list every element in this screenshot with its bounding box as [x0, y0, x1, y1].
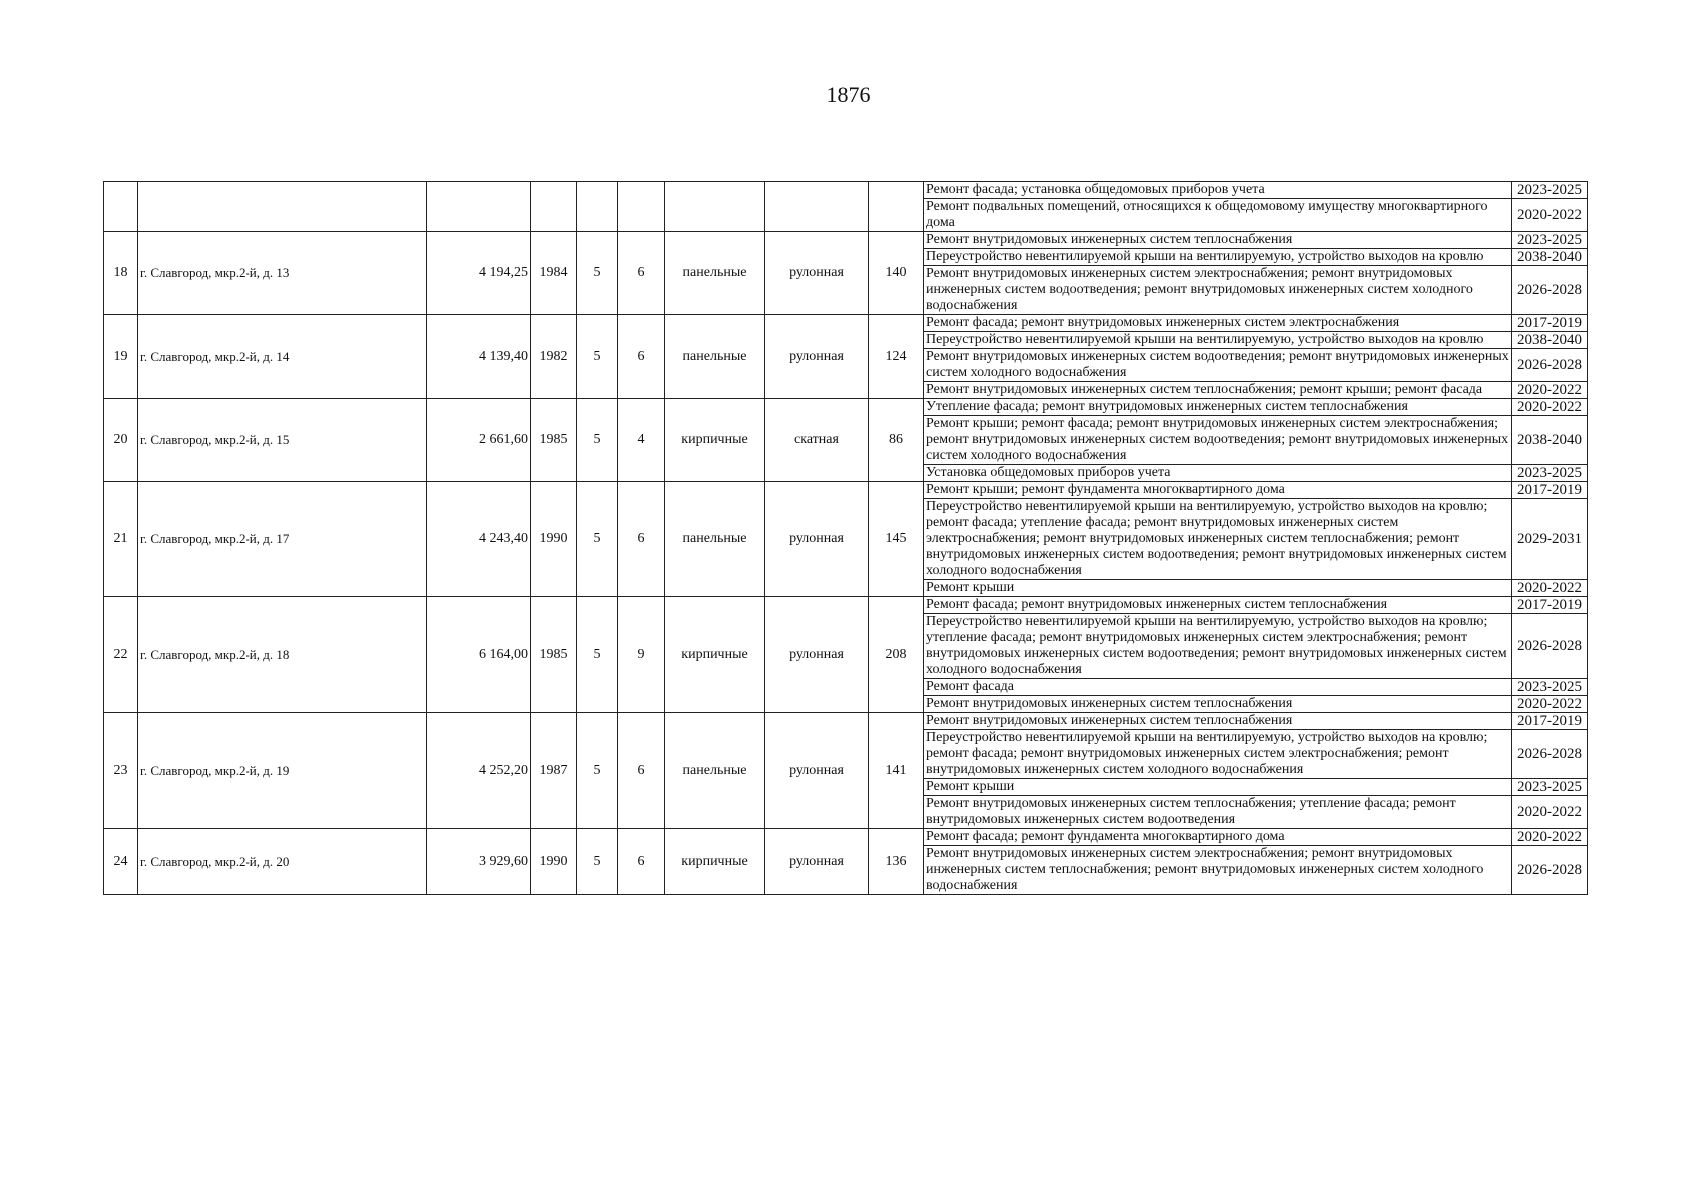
work-period: 2026-2028 [1512, 846, 1588, 895]
building-year: 1985 [531, 597, 577, 713]
building-year: 1985 [531, 399, 577, 482]
work-period: 2017-2019 [1512, 315, 1588, 332]
building-number: 21 [104, 482, 138, 597]
building-number: 20 [104, 399, 138, 482]
residents-count: 208 [869, 597, 924, 713]
work-description: Ремонт крыши [924, 580, 1512, 597]
work-description: Переустройство невентилируемой крыши на вентилируемую, устройство выходов на кровлю [924, 249, 1512, 266]
work-description: Ремонт внутридомовых инженерных систем теплоснабжения [924, 232, 1512, 249]
work-description: Ремонт внутридомовых инженерных систем электроснабжения; ремонт внутридомовых инженерных систем теплоснабжения; ремонт внутридомовых инженерных систем холодного водоснабжения [924, 846, 1512, 895]
building-entrances: 4 [618, 399, 665, 482]
roof-type: рулонная [765, 597, 869, 713]
table-row [104, 713, 1588, 730]
building-floors: 5 [577, 829, 618, 895]
building-area: 2 661,60 [427, 399, 531, 482]
roof-type: скатная [765, 399, 869, 482]
roof-type: рулонная [765, 482, 869, 597]
building-year: 1990 [531, 482, 577, 597]
work-description: Переустройство невентилируемой крыши на вентилируемую, устройство выходов на кровлю [924, 332, 1512, 349]
work-description: Установка общедомовых приборов учета [924, 465, 1512, 482]
building-number: 23 [104, 713, 138, 829]
building-entrances: 6 [618, 482, 665, 597]
building-year: 1984 [531, 232, 577, 315]
building-floors: 5 [577, 597, 618, 713]
work-period: 2023-2025 [1512, 182, 1588, 199]
empty-cell [531, 182, 577, 232]
table-row [104, 399, 1588, 416]
work-period: 2020-2022 [1512, 829, 1588, 846]
work-description: Ремонт крыши; ремонт фасада; ремонт внутридомовых инженерных систем электроснабжения; ремонт внутридомовых инженерных систем водоотведения; ремонт внутридомовых инженерных систем холодного водоснабжения [924, 416, 1512, 465]
building-year: 1987 [531, 713, 577, 829]
work-period: 2023-2025 [1512, 232, 1588, 249]
table-row [104, 482, 1588, 499]
residents-count: 140 [869, 232, 924, 315]
building-floors: 5 [577, 315, 618, 399]
work-description: Утепление фасада; ремонт внутридомовых инженерных систем теплоснабжения [924, 399, 1512, 416]
building-floors: 5 [577, 399, 618, 482]
residents-count: 136 [869, 829, 924, 895]
work-description: Ремонт фасада; установка общедомовых приборов учета [924, 182, 1512, 199]
residents-count: 145 [869, 482, 924, 597]
building-address: г. Славгород, мкр.2-й, д. 15 [138, 399, 427, 482]
table-row [104, 597, 1588, 614]
building-area: 4 243,40 [427, 482, 531, 597]
work-period: 2020-2022 [1512, 696, 1588, 713]
work-period: 2023-2025 [1512, 779, 1588, 796]
building-address: г. Славгород, мкр.2-й, д. 18 [138, 597, 427, 713]
work-period: 2026-2028 [1512, 614, 1588, 679]
wall-material: панельные [665, 713, 765, 829]
work-description: Ремонт внутридомовых инженерных систем водоотведения; ремонт внутридомовых инженерных систем холодного водоснабжения [924, 349, 1512, 382]
building-address: г. Славгород, мкр.2-й, д. 17 [138, 482, 427, 597]
building-year: 1990 [531, 829, 577, 895]
work-description: Ремонт фасада; ремонт фундамента многоквартирного дома [924, 829, 1512, 846]
work-period: 2038-2040 [1512, 332, 1588, 349]
building-entrances: 6 [618, 829, 665, 895]
work-description: Ремонт внутридомовых инженерных систем теплоснабжения [924, 713, 1512, 730]
work-period: 2017-2019 [1512, 482, 1588, 499]
work-description: Ремонт подвальных помещений, относящихся к общедомовому имуществу многоквартирного дома [924, 199, 1512, 232]
table-row [104, 315, 1588, 332]
building-address: г. Славгород, мкр.2-й, д. 20 [138, 829, 427, 895]
building-address: г. Славгород, мкр.2-й, д. 13 [138, 232, 427, 315]
building-entrances: 6 [618, 232, 665, 315]
building-area: 4 194,25 [427, 232, 531, 315]
roof-type: рулонная [765, 232, 869, 315]
repair-schedule-table [103, 181, 1588, 895]
building-year: 1982 [531, 315, 577, 399]
work-period: 2026-2028 [1512, 266, 1588, 315]
building-address: г. Славгород, мкр.2-й, д. 19 [138, 713, 427, 829]
work-period: 2020-2022 [1512, 199, 1588, 232]
page-number: 1876 [826, 82, 871, 107]
work-period: 2026-2028 [1512, 730, 1588, 779]
work-description: Ремонт фасада; ремонт внутридомовых инженерных систем электроснабжения [924, 315, 1512, 332]
empty-cell [138, 182, 427, 232]
work-period: 2038-2040 [1512, 249, 1588, 266]
work-period: 2020-2022 [1512, 399, 1588, 416]
building-area: 4 252,20 [427, 713, 531, 829]
work-period: 2017-2019 [1512, 713, 1588, 730]
work-description: Переустройство невентилируемой крыши на вентилируемую, устройство выходов на кровлю; утепление фасада; ремонт внутридомовых инженерных систем электроснабжения; ремонт внутридомовых инженерных систем водоотведения; ремонт внутридомовых инженерных систем холодного водоснабжения [924, 614, 1512, 679]
wall-material: кирпичные [665, 399, 765, 482]
wall-material: панельные [665, 315, 765, 399]
empty-cell [104, 182, 138, 232]
wall-material: кирпичные [665, 597, 765, 713]
work-description: Ремонт крыши [924, 779, 1512, 796]
work-period: 2017-2019 [1512, 597, 1588, 614]
empty-cell [665, 182, 765, 232]
building-area: 3 929,60 [427, 829, 531, 895]
work-description: Ремонт фасада; ремонт внутридомовых инженерных систем теплоснабжения [924, 597, 1512, 614]
work-period: 2023-2025 [1512, 679, 1588, 696]
residents-count: 124 [869, 315, 924, 399]
work-description: Ремонт внутридомовых инженерных систем теплоснабжения; утепление фасада; ремонт внутридомовых инженерных систем водоотведения [924, 796, 1512, 829]
building-entrances: 6 [618, 315, 665, 399]
residents-count: 141 [869, 713, 924, 829]
work-description: Ремонт внутридомовых инженерных систем электроснабжения; ремонт внутридомовых инженерных систем водоотведения; ремонт внутридомовых инженерных систем холодного водоснабжения [924, 266, 1512, 315]
work-description: Ремонт внутридомовых инженерных систем теплоснабжения; ремонт крыши; ремонт фасада [924, 382, 1512, 399]
building-address: г. Славгород, мкр.2-й, д. 14 [138, 315, 427, 399]
building-number: 22 [104, 597, 138, 713]
work-period: 2029-2031 [1512, 499, 1588, 580]
residents-count: 86 [869, 399, 924, 482]
wall-material: панельные [665, 482, 765, 597]
building-number: 18 [104, 232, 138, 315]
building-number: 24 [104, 829, 138, 895]
building-number: 19 [104, 315, 138, 399]
building-floors: 5 [577, 713, 618, 829]
table-row [104, 232, 1588, 249]
work-description: Ремонт крыши; ремонт фундамента многоквартирного дома [924, 482, 1512, 499]
empty-cell [577, 182, 618, 232]
building-area: 4 139,40 [427, 315, 531, 399]
work-description: Переустройство невентилируемой крыши на вентилируемую, устройство выходов на кровлю; ремонт фасада; ремонт внутридомовых инженерных систем электроснабжения; ремонт внутридомовых инженерных систем холодного водоснабжения [924, 730, 1512, 779]
work-description: Переустройство невентилируемой крыши на вентилируемую, устройство выходов на кровлю; ремонт фасада; утепление фасада; ремонт внутридомовых инженерных систем электроснабжения; ремонт внутридомовых инженерных систем теплоснабжения; ремонт внутридомовых инженерных систем водоотведения; ремонт внутридомовых инженерных систем холодного водоснабжения [924, 499, 1512, 580]
empty-cell [869, 182, 924, 232]
work-period: 2038-2040 [1512, 416, 1588, 465]
work-period: 2023-2025 [1512, 465, 1588, 482]
wall-material: панельные [665, 232, 765, 315]
work-period: 2026-2028 [1512, 349, 1588, 382]
work-period: 2020-2022 [1512, 796, 1588, 829]
work-description: Ремонт фасада [924, 679, 1512, 696]
building-floors: 5 [577, 232, 618, 315]
roof-type: рулонная [765, 829, 869, 895]
table-row [104, 182, 1588, 199]
wall-material: кирпичные [665, 829, 765, 895]
building-entrances: 9 [618, 597, 665, 713]
empty-cell [427, 182, 531, 232]
building-entrances: 6 [618, 713, 665, 829]
empty-cell [618, 182, 665, 232]
roof-type: рулонная [765, 315, 869, 399]
work-period: 2020-2022 [1512, 580, 1588, 597]
table-row [104, 829, 1588, 846]
building-floors: 5 [577, 482, 618, 597]
work-description: Ремонт внутридомовых инженерных систем теплоснабжения [924, 696, 1512, 713]
roof-type: рулонная [765, 713, 869, 829]
table-body [104, 182, 1588, 895]
empty-cell [765, 182, 869, 232]
building-area: 6 164,00 [427, 597, 531, 713]
work-period: 2020-2022 [1512, 382, 1588, 399]
